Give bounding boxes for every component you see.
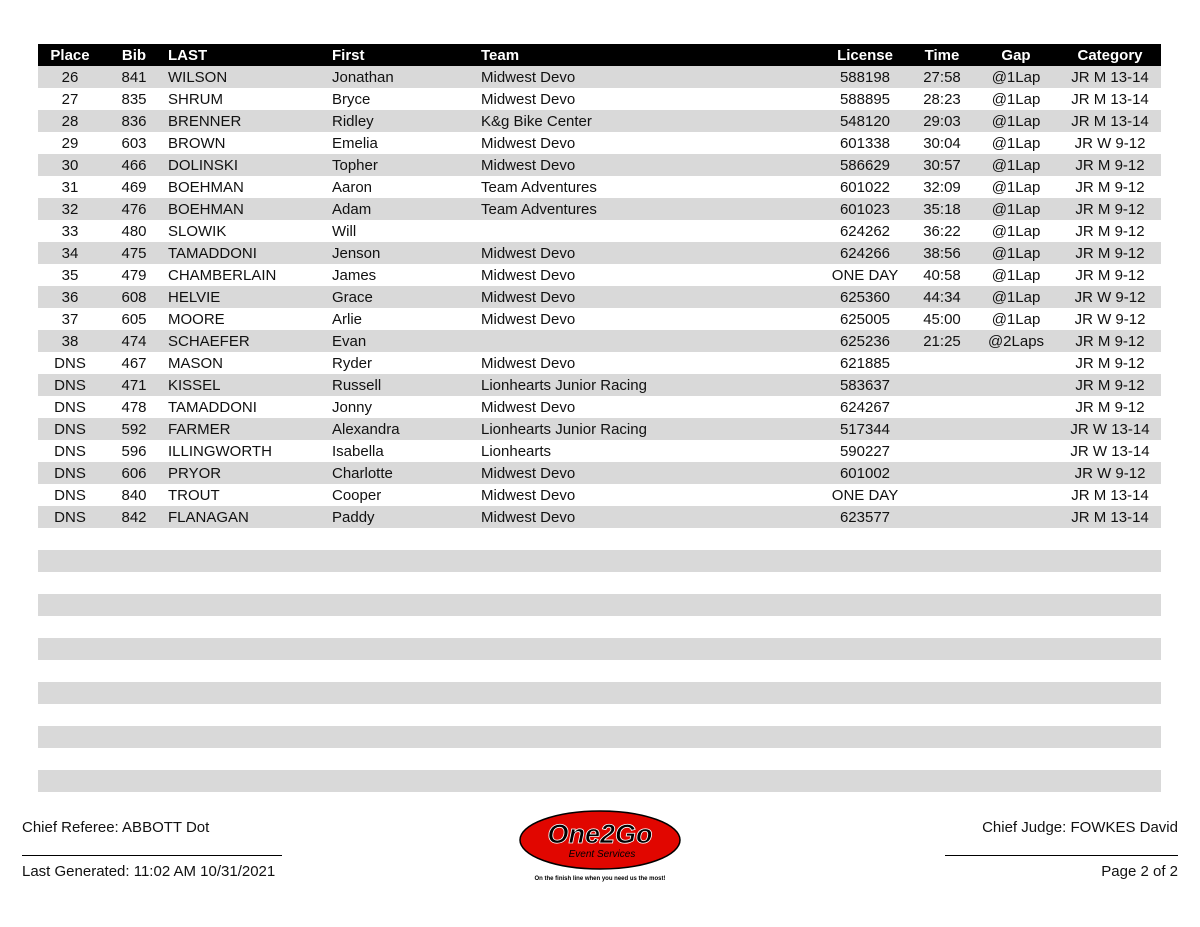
time-cell: 45:00 [923,310,961,328]
col-header-bib: Bib [102,44,166,66]
table-row [38,506,1161,528]
gap-cell: @1Lap [991,134,1041,152]
time-cell: 36:22 [923,222,961,240]
empty-row-band [38,594,1161,616]
place-cell: DNS [54,486,86,504]
gap-cell: @2Laps [973,330,1059,352]
license-cell: 624266 [819,242,911,264]
gap-cell [973,484,1059,506]
col-header-license: License [819,44,911,66]
gap-cell [973,506,1059,528]
team-cell: Lionhearts Junior Racing [479,418,819,440]
gap-cell: @1Lap [991,178,1041,196]
table-row [38,418,1161,440]
gap-cell: @1Lap [973,154,1059,176]
bib-cell: 592 [102,418,166,440]
license-cell: ONE DAY [831,486,899,504]
team-cell: Midwest Devo [479,506,819,528]
place-cell: 37 [61,310,79,328]
empty-row-band [38,770,1161,792]
first-name-cell: Isabella [332,442,384,460]
place-cell: DNS [38,462,102,484]
place-cell: DNS [54,398,86,416]
col-header-first: First [330,44,479,66]
place-cell: 34 [38,242,102,264]
category-cell: JR M 13-14 [1059,506,1161,528]
license-cell: 624267 [839,398,891,416]
category-cell: JR M 9-12 [1059,330,1161,352]
last-name-cell: SHRUM [168,90,223,108]
category-cell: JR M 13-14 [1071,90,1149,108]
last-name-cell: FLANAGAN [166,506,330,528]
table-row [38,396,1161,418]
license-cell: 588198 [819,66,911,88]
license-cell: 621885 [839,354,891,372]
empty-row-band [38,726,1161,748]
team-cell: Midwest Devo [481,398,576,416]
table-row [38,220,1161,242]
table-row [38,374,1161,396]
team-cell: Midwest Devo [479,66,819,88]
last-name-cell: BRENNER [166,110,330,132]
team-cell: Midwest Devo [481,134,576,152]
last-name-cell: MOORE [168,310,225,328]
first-name-cell: Arlie [332,310,363,328]
team-cell: Midwest Devo [481,486,576,504]
col-header-time: Time [911,44,973,66]
place-cell: DNS [54,442,86,460]
empty-row-band [38,638,1161,660]
last-name-cell: SCHAEFER [166,330,330,352]
bib-cell: 603 [121,134,147,152]
last-name-cell: HELVIE [166,286,330,308]
place-cell: 35 [61,266,79,284]
place-cell: DNS [38,374,102,396]
bib-cell: 836 [102,110,166,132]
last-name-cell: TROUT [168,486,220,504]
license-cell: 623577 [819,506,911,528]
col-header-team: Team [479,44,819,66]
chief-referee: Chief Referee: ABBOTT Dot [22,819,210,836]
last-name-cell: ILLINGWORTH [168,442,272,460]
place-cell: 32 [38,198,102,220]
empty-row-band [38,550,1161,572]
table-row [38,330,1161,352]
category-cell: JR M 9-12 [1075,178,1145,196]
first-name-cell: Cooper [332,486,382,504]
last-name-cell: SLOWIK [168,222,227,240]
bib-cell: 469 [121,178,147,196]
first-name-cell: Jenson [330,242,479,264]
results-table [38,44,1161,528]
team-cell: Midwest Devo [481,310,576,328]
team-cell [479,220,819,242]
bib-cell: 606 [102,462,166,484]
last-name-cell: KISSEL [166,374,330,396]
license-cell: 601002 [819,462,911,484]
first-name-cell: Charlotte [330,462,479,484]
time-cell: 30:04 [923,134,961,152]
time-cell [911,484,973,506]
place-cell: DNS [54,354,86,372]
license-cell: 625005 [839,310,891,328]
time-cell: 35:18 [911,198,973,220]
bib-cell: 471 [102,374,166,396]
team-cell: Midwest Devo [481,266,576,284]
license-cell: 586629 [819,154,911,176]
table-row [38,462,1161,484]
team-cell: Midwest Devo [479,286,819,308]
last-name-cell: BOEHMAN [166,198,330,220]
bib-cell: 841 [102,66,166,88]
signature-line-left [22,855,282,856]
results-body [38,66,1161,528]
col-header-last: LAST [166,44,330,66]
time-cell [911,418,973,440]
col-header-place: Place [38,44,102,66]
category-cell: JR M 9-12 [1059,198,1161,220]
last-generated: Last Generated: 11:02 AM 10/31/2021 [22,863,276,880]
team-cell: Team Adventures [479,198,819,220]
logo-subtitle: Event Services [568,849,636,860]
last-name-cell: MASON [168,354,224,372]
empty-row-band [38,682,1161,704]
gap-cell: @1Lap [973,286,1059,308]
team-cell: Midwest Devo [479,462,819,484]
time-cell [911,440,973,462]
time-cell [911,396,973,418]
category-cell: JR M 9-12 [1059,374,1161,396]
license-cell: 548120 [819,110,911,132]
logo-name: One2Go [547,819,653,849]
bib-cell: 480 [121,222,147,240]
bib-cell: 475 [102,242,166,264]
first-name-cell: Adam [330,198,479,220]
table-row [38,176,1161,198]
category-cell: JR W 9-12 [1059,462,1161,484]
last-name-cell: BROWN [168,134,226,152]
license-cell: 625236 [819,330,911,352]
place-cell: DNS [38,418,102,440]
bib-cell: 605 [121,310,147,328]
bib-cell: 479 [121,266,147,284]
last-name-cell: BOEHMAN [168,178,244,196]
table-row [38,264,1161,286]
header-row [38,44,1161,66]
first-name-cell: Bryce [332,90,371,108]
category-cell: JR M 9-12 [1059,242,1161,264]
gap-cell [973,396,1059,418]
first-name-cell: Ridley [330,110,479,132]
license-cell: 517344 [819,418,911,440]
license-cell: 601022 [839,178,891,196]
place-cell: 31 [61,178,79,196]
first-name-cell: Aaron [332,178,373,196]
time-cell [911,352,973,374]
table-row [38,88,1161,110]
last-name-cell: PRYOR [166,462,330,484]
category-cell: JR M 13-14 [1059,110,1161,132]
category-cell: JR W 9-12 [1074,310,1146,328]
gap-cell: @1Lap [991,222,1041,240]
team-cell: Midwest Devo [479,242,819,264]
gap-cell [973,352,1059,374]
license-cell: 590227 [839,442,891,460]
bib-cell: 466 [102,154,166,176]
table-row [38,66,1161,88]
gap-cell: @1Lap [991,266,1041,284]
table-row [38,308,1161,330]
category-cell: JR M 13-14 [1059,66,1161,88]
category-cell: JR M 9-12 [1075,266,1145,284]
license-cell: 601338 [839,134,891,152]
place-cell: 38 [38,330,102,352]
time-cell: 30:57 [911,154,973,176]
team-cell: Midwest Devo [481,90,576,108]
gap-cell [973,418,1059,440]
team-cell: Midwest Devo [481,354,576,372]
signature-line-right [945,855,1178,856]
team-cell: Lionhearts Junior Racing [479,374,819,396]
col-header-category: Category [1059,44,1161,66]
table-row [38,484,1161,506]
gap-cell: @1Lap [991,310,1041,328]
first-name-cell: Russell [330,374,479,396]
category-cell: JR M 13-14 [1071,486,1149,504]
bib-cell: 467 [121,354,147,372]
last-name-cell: FARMER [166,418,330,440]
time-cell [911,374,973,396]
gap-cell: @1Lap [991,90,1041,108]
team-cell: Team Adventures [481,178,597,196]
table-row [38,352,1161,374]
team-cell: Lionhearts [481,442,552,460]
first-name-cell: Jonny [332,398,373,416]
category-cell: JR W 13-14 [1059,418,1161,440]
category-cell: JR M 9-12 [1059,154,1161,176]
table-row [38,110,1161,132]
first-name-cell: Jonathan [330,66,479,88]
page-number: Page 2 of 2 [1101,863,1178,880]
license-cell: 625360 [819,286,911,308]
one2go-logo [510,810,690,885]
gap-cell: @1Lap [973,198,1059,220]
license-cell: 601023 [819,198,911,220]
category-cell: JR W 13-14 [1070,442,1150,460]
gap-cell: @1Lap [973,66,1059,88]
first-name-cell: Paddy [330,506,479,528]
category-cell: JR M 9-12 [1075,354,1145,372]
time-cell: 28:23 [923,90,961,108]
first-name-cell: Grace [330,286,479,308]
last-name-cell: DOLINSKI [166,154,330,176]
table-row [38,286,1161,308]
license-cell: 588895 [839,90,891,108]
team-cell: Midwest Devo [479,154,819,176]
table-row [38,242,1161,264]
first-name-cell: Topher [330,154,479,176]
logo-tagline: On the finish line when you need us the most! [534,876,666,882]
category-cell: JR W 9-12 [1059,286,1161,308]
first-name-cell: Emelia [332,134,378,152]
gap-cell: @1Lap [973,110,1059,132]
place-cell: 36 [38,286,102,308]
bib-cell: 842 [102,506,166,528]
first-name-cell: Ryder [332,354,373,372]
bib-cell: 608 [102,286,166,308]
time-cell [911,462,973,484]
time-cell: 32:09 [923,178,961,196]
last-name-cell: TAMADDONI [168,398,257,416]
category-cell: JR M 9-12 [1075,222,1145,240]
time-cell: 38:56 [911,242,973,264]
gap-cell [973,440,1059,462]
team-cell: K&g Bike Center [479,110,819,132]
team-cell [479,330,819,352]
last-name-cell: CHAMBERLAIN [168,266,277,284]
first-name-cell: James [332,266,377,284]
license-cell: 624262 [839,222,891,240]
place-cell: 26 [38,66,102,88]
place-cell: DNS [38,506,102,528]
place-cell: 28 [38,110,102,132]
bib-cell: 596 [121,442,147,460]
place-cell: 29 [61,134,79,152]
col-header-gap: Gap [973,44,1059,66]
time-cell: 44:34 [911,286,973,308]
category-cell: JR W 9-12 [1074,134,1146,152]
bib-cell: 476 [102,198,166,220]
table-row [38,132,1161,154]
license-cell: ONE DAY [831,266,899,284]
gap-cell [973,462,1059,484]
gap-cell [973,374,1059,396]
first-name-cell: Will [332,222,357,240]
first-name-cell: Evan [330,330,479,352]
time-cell: 40:58 [923,266,961,284]
table-row [38,198,1161,220]
gap-cell: @1Lap [973,242,1059,264]
first-name-cell: Alexandra [330,418,479,440]
table-row [38,440,1161,462]
bib-cell: 835 [121,90,147,108]
time-cell [911,506,973,528]
place-cell: 33 [61,222,79,240]
place-cell: 30 [38,154,102,176]
bib-cell: 478 [121,398,147,416]
time-cell: 27:58 [911,66,973,88]
bib-cell: 474 [102,330,166,352]
license-cell: 583637 [819,374,911,396]
time-cell: 29:03 [911,110,973,132]
last-name-cell: TAMADDONI [166,242,330,264]
category-cell: JR M 9-12 [1075,398,1145,416]
last-name-cell: WILSON [166,66,330,88]
bib-cell: 840 [121,486,147,504]
chief-judge: Chief Judge: FOWKES David [982,819,1178,836]
place-cell: 27 [61,90,79,108]
table-row [38,154,1161,176]
time-cell: 21:25 [911,330,973,352]
